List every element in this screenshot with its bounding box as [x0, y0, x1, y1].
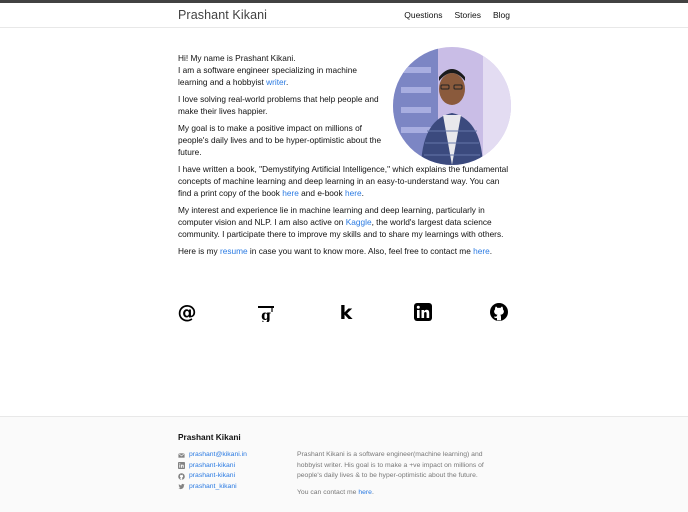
intro-paragraph	[178, 52, 388, 88]
punctuation: .	[361, 188, 364, 198]
list-item	[178, 471, 247, 482]
footer-contact-line	[297, 488, 497, 499]
resume-link[interactable]: resume	[219, 246, 248, 256]
book-text-mid: and e-book	[298, 188, 345, 198]
twitter-icon	[178, 483, 185, 490]
ebook-link[interactable]: here	[345, 188, 362, 198]
footer-email-link[interactable]: prashant@kikani.in	[189, 451, 247, 458]
site-nav	[404, 10, 510, 20]
interest-text-suffix: , the world's largest data science community. I participate there to improve my skills and to share my learnings with others.	[178, 217, 504, 239]
list-item	[178, 482, 247, 493]
email-icon	[178, 452, 185, 459]
resume-text: Here is my	[178, 246, 220, 256]
footer-title: Prashant Kikani	[178, 432, 241, 442]
linkedin-icon	[178, 462, 185, 469]
footer-contact-text: You can contact me	[297, 488, 359, 496]
interest-paragraph	[178, 204, 511, 240]
punctuation: .	[285, 77, 289, 87]
google-scholar-icon[interactable]	[256, 302, 276, 322]
list-item	[178, 461, 247, 472]
github-icon[interactable]	[489, 302, 509, 322]
linkedin-icon[interactable]	[413, 302, 433, 322]
nav-link-blog[interactable]: Blog	[492, 10, 510, 20]
punctuation: .	[489, 246, 493, 256]
punctuation: .	[371, 488, 374, 496]
kaggle-icon[interactable]	[336, 302, 356, 322]
kaggle-link[interactable]: Kaggle	[345, 217, 372, 227]
svg-text:@: @	[177, 302, 197, 322]
interest-text: My interest and experience lie in machine learning and deep learning, particularly in computer vision and NLP. I am also active on	[178, 205, 485, 227]
social-links	[0, 302, 688, 324]
intro-section	[178, 52, 511, 262]
print-book-link[interactable]: here	[282, 188, 299, 198]
greeting-text: Hi! My name is Prashant Kikani.	[178, 53, 296, 63]
email-icon[interactable]	[177, 302, 197, 322]
nav-link-questions[interactable]: Questions	[404, 10, 443, 20]
footer-description	[297, 450, 497, 504]
intro-text: I am a software engineer specializing in machine learning and a hobbyist	[178, 65, 357, 87]
resume-paragraph	[178, 245, 511, 257]
site-header	[0, 3, 688, 28]
site-footer	[0, 416, 688, 512]
footer-twitter-link[interactable]: prashant_kikani	[189, 482, 237, 490]
github-icon	[178, 473, 185, 480]
svg-text:g: g	[261, 308, 271, 322]
nav-link-stories[interactable]: Stories	[454, 10, 481, 20]
book-paragraph	[178, 163, 511, 199]
footer-bio: Prashant Kikani is a software engineer(machine learning) and hobbyist writer. His goal is to make a +ve impact on millions of people's daily lives & to be hyper-optimistic about the future.	[297, 451, 484, 479]
problem-solving-paragraph: I love solving real-world problems that help people and make their lives happier.	[178, 94, 379, 116]
list-item	[178, 450, 247, 461]
contact-link[interactable]: here	[473, 246, 490, 256]
footer-github-link[interactable]: prashant-kikani	[189, 472, 236, 479]
site-title-link[interactable]: Prashant Kikani	[178, 8, 268, 22]
footer-contact-list	[178, 450, 247, 492]
resume-text-mid: in case you want to know more. Also, feel free to contact me	[247, 246, 474, 256]
book-text: I have written a book, "Demystifying Artificial Intelligence," which explains the fundamental concepts of machine learning and deep learning in an easy-to-understand way. You can find a print copy of the book	[178, 164, 509, 198]
footer-contact-link[interactable]: here	[358, 488, 372, 496]
svg-text:k: k	[339, 302, 353, 322]
footer-linkedin-link[interactable]: prashant-kikani	[189, 461, 236, 469]
goal-paragraph: My goal is to make a positive impact on millions of people's daily lives and to be hyper-optimistic about the future.	[178, 123, 382, 157]
writer-link[interactable]: writer	[266, 77, 286, 87]
